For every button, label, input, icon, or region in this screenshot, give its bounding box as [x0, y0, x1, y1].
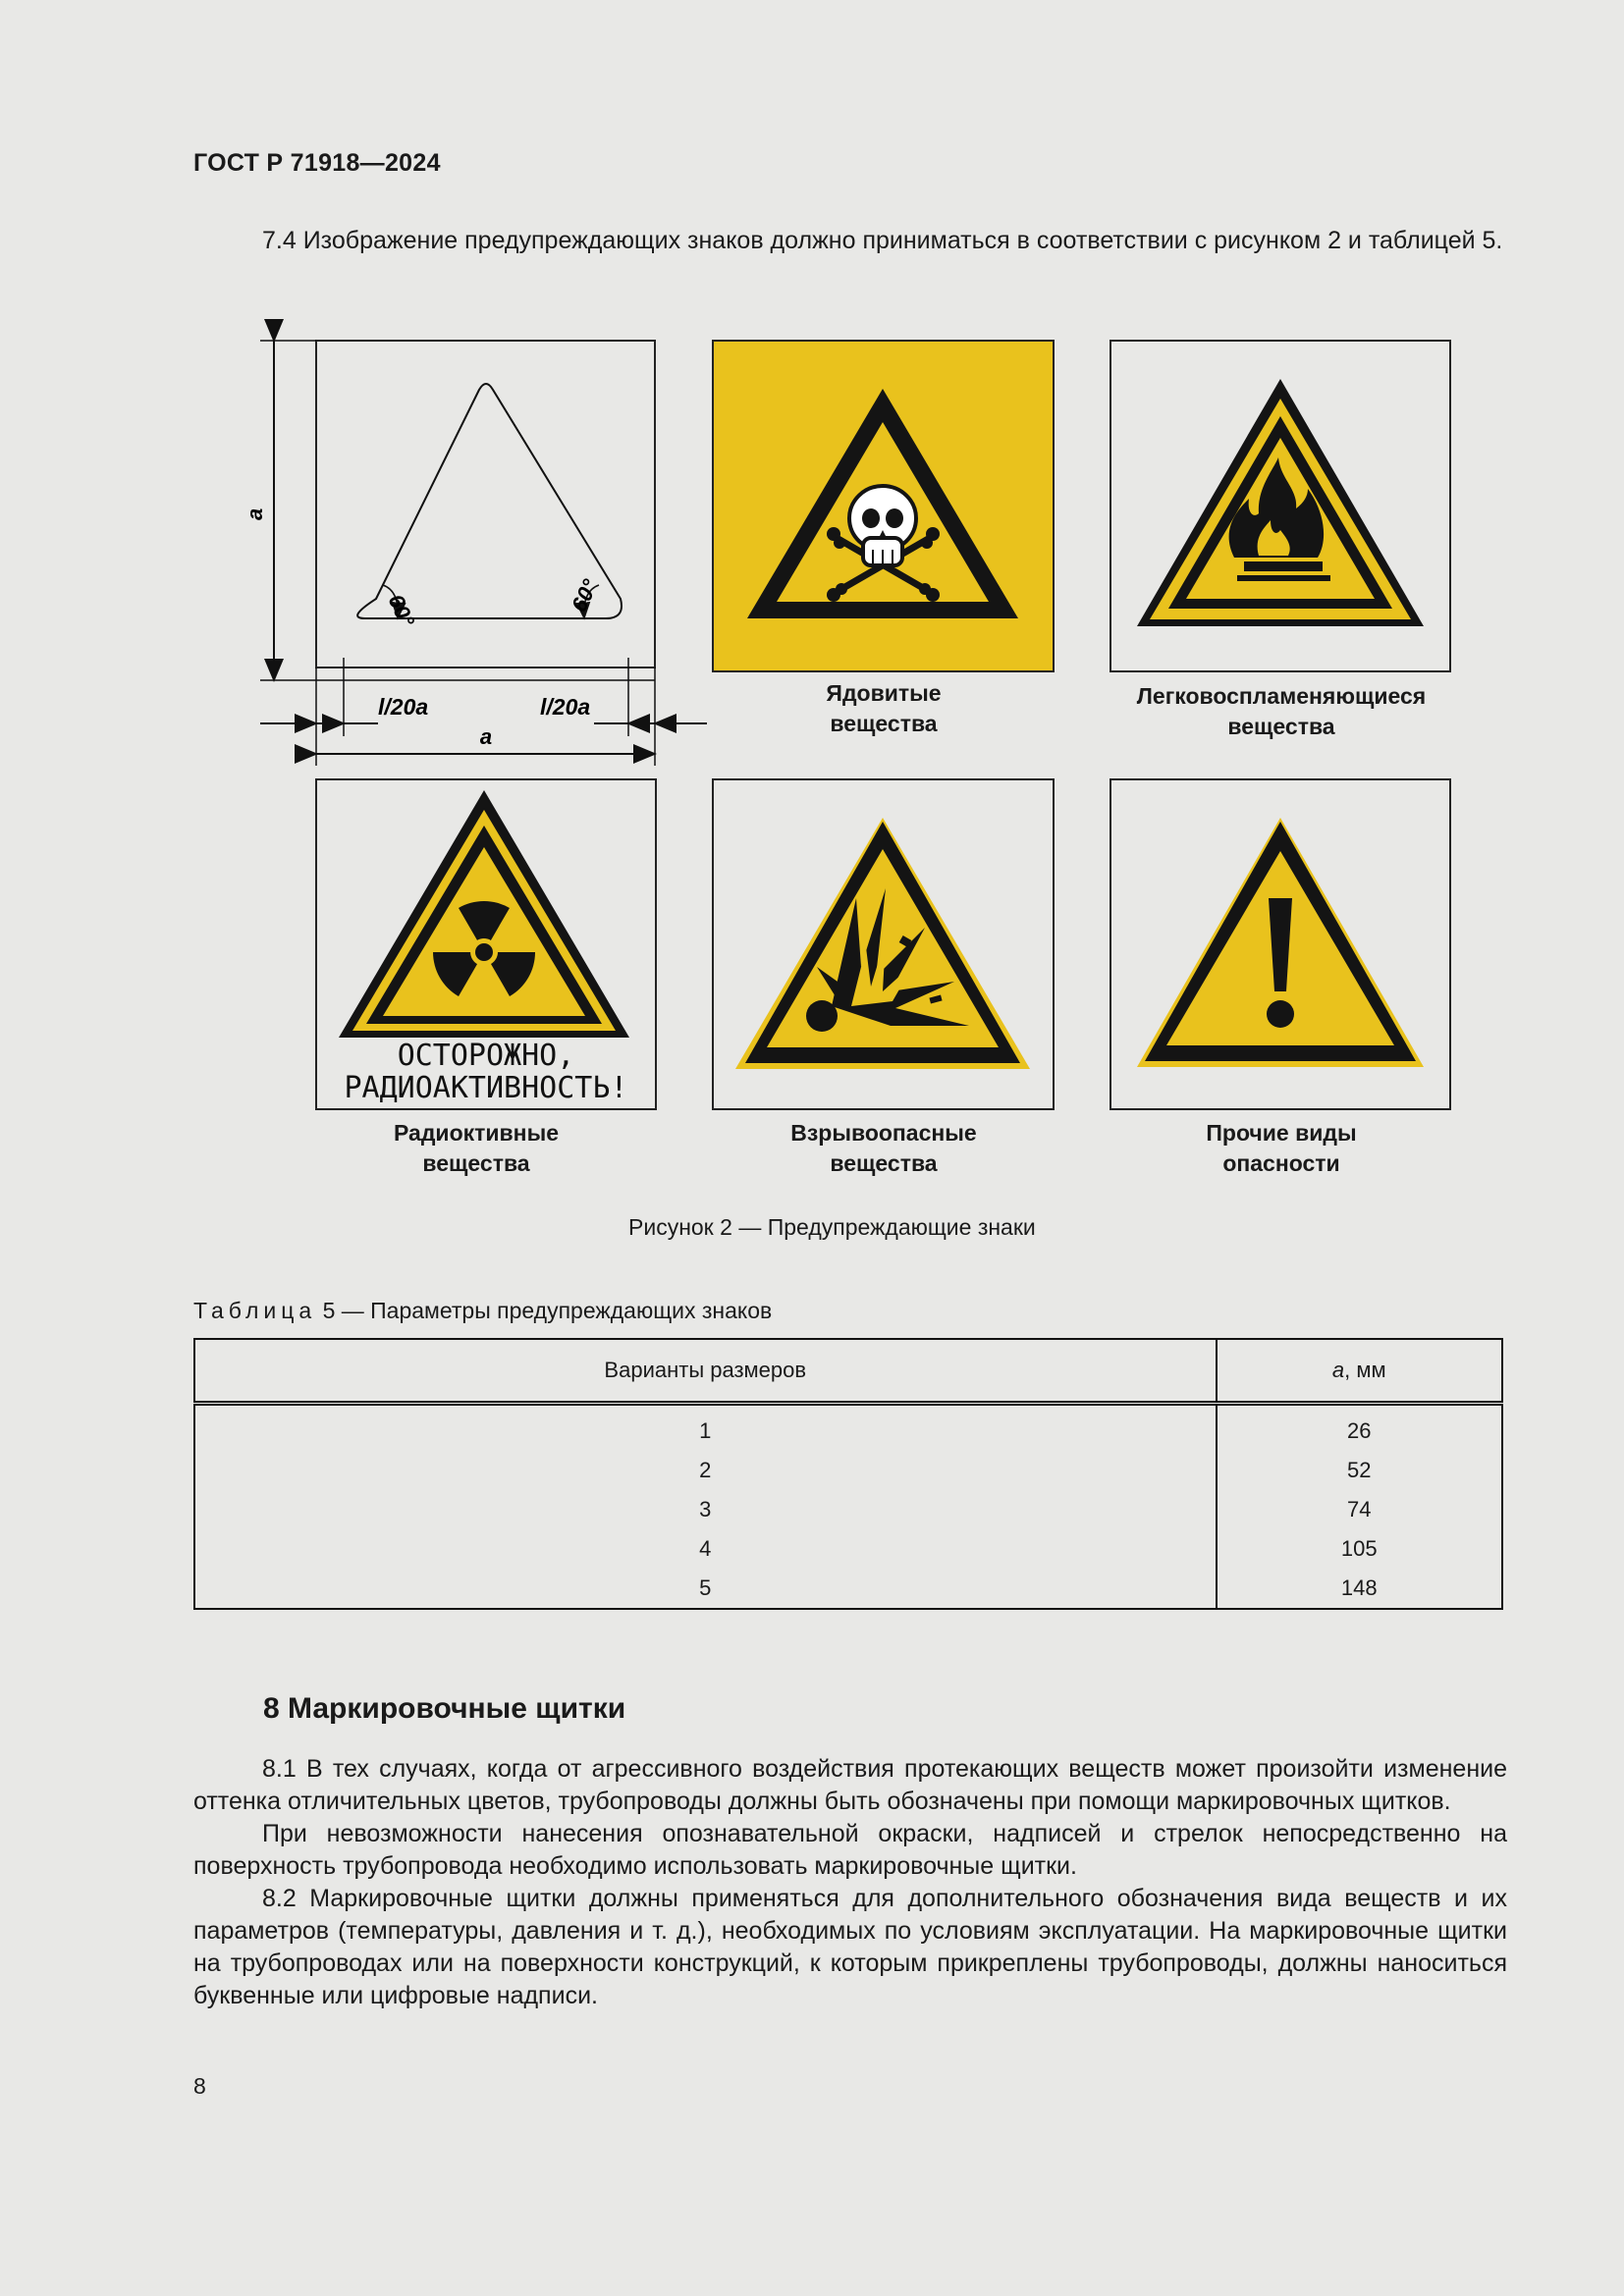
skull-crossbones-icon [714, 342, 1053, 670]
table-label: Таблица [193, 1298, 317, 1323]
table-row: 2 52 [194, 1451, 1502, 1490]
sign-flammable [1110, 340, 1451, 672]
caption-explosive: Взрывоопасные вещества [790, 1120, 977, 1176]
sign-radioactive [315, 778, 657, 1110]
corner-left-label: l/20a [378, 694, 429, 720]
triangle-dimension-diagram [243, 334, 722, 775]
table-row: 4 105 [194, 1529, 1502, 1569]
table-title [193, 1298, 772, 1324]
corner-right-label: l/20a [540, 694, 591, 720]
table-title-text: 5 — Параметры предупреждающих знаков [316, 1298, 773, 1323]
table-row: 5 148 [194, 1569, 1502, 1609]
side-a-vertical-label: a [243, 507, 267, 520]
table-row: 1 26 [194, 1404, 1502, 1452]
figure-caption: Рисунок 2 — Предупреждающие знаки [628, 1214, 1036, 1240]
exclamation-icon [1111, 780, 1449, 1108]
explosion-icon [714, 780, 1053, 1108]
caption-radioactive: Радиоктивные вещества [394, 1120, 559, 1176]
section-8-body [193, 1753, 1507, 2012]
paragraph-8-2: 8.2 Маркировочные щитки должны применяться для дополнительного обозначения вида веществ и их параметров (температуры, давления и т. д.), необходимых по условиям эксплуатации. На маркировочные щитки на трубопроводах или на поверхности конструкций, к которым прикреплены трубопроводы, должны наноситься буквенные или цифровые надписи. [193, 1885, 1507, 2009]
document-code: ГОСТ Р 71918—2024 [193, 149, 441, 177]
col-header-a-mm: a, мм [1217, 1339, 1503, 1404]
parameters-table [193, 1338, 1503, 1610]
paragraph-8-1: 8.1 В тех случаях, когда от агрессивного воздействия протекающих веществ может произойти изменение оттенка отличительных цветов, трубопроводы должны быть обозначены при помощи маркировочных щитков. [193, 1755, 1507, 1815]
col-header-variants: Варианты размеров [194, 1339, 1217, 1404]
radiation-warning-line1: ОСТОРОЖНО, [397, 1039, 575, 1073]
sign-poison [712, 340, 1055, 672]
paragraph-8-1-cont: При невозможности нанесения опознавательной окраски, надписей и стрелок непосредственно на поверхность трубопровода необходимо использовать маркировочные щитки. [193, 1820, 1507, 1880]
caption-general-danger: Прочие виды опасности [1206, 1120, 1357, 1176]
page-number: 8 [193, 2073, 206, 2099]
table-row: 3 74 [194, 1490, 1502, 1529]
side-a-horizontal-label: a [479, 724, 493, 749]
caption-flammable: Легковоспламеняющиеся вещества [1136, 683, 1427, 739]
caption-poison: Ядовитые вещества [826, 680, 942, 736]
paragraph-7-4: 7.4 Изображение предупреждающих знаков должно приниматься в соответствии с рисунком 2 и таблицей 5. [262, 227, 1503, 254]
radiation-warning-line2: РАДИОАКТИВНОСТЬ! [344, 1071, 628, 1105]
sign-general-danger [1110, 778, 1451, 1110]
section-8-heading: 8 Маркировочные щитки [263, 1692, 626, 1725]
angle-right-label: 60° [566, 575, 603, 616]
angle-left-label: 60° [383, 590, 420, 631]
sign-explosive [712, 778, 1055, 1110]
flame-icon [1111, 342, 1449, 670]
